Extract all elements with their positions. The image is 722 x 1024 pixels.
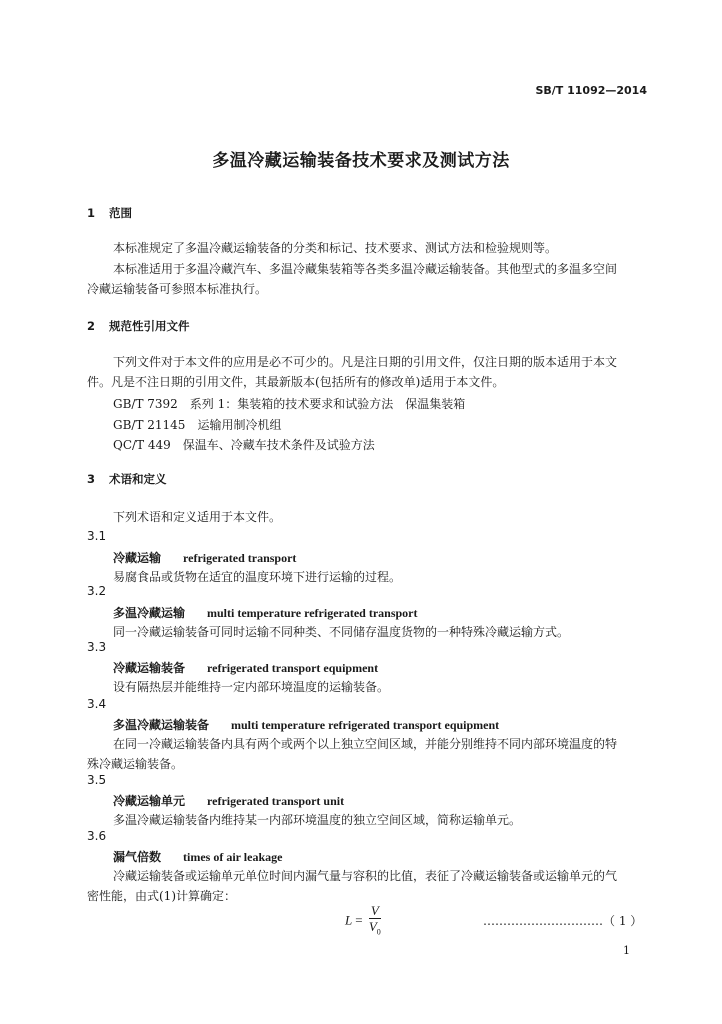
formula-denominator-subscript: 0 (376, 927, 381, 937)
clause-number: 3.5 (87, 773, 107, 787)
term-heading (113, 604, 418, 621)
section-title: 规范性引用文件 (109, 319, 190, 333)
standard-code: SB/T 11092—2014 (535, 84, 647, 97)
text-line: 下列文件对于本文件的应用是必不可少的。凡是注日期的引用文件，仅注日期的版本适用于本文 (113, 355, 618, 369)
formula-lhs: L (345, 912, 352, 928)
formula-fraction (369, 903, 381, 940)
term-en: refrigerated transport equipment (207, 661, 379, 675)
term-zh: 冷藏运输装备 (113, 661, 186, 675)
clause-number: 3.6 (87, 829, 107, 843)
section-number: 3 (87, 472, 96, 486)
term-en: times of air leakage (183, 850, 283, 864)
term-en: refrigerated transport unit (207, 794, 345, 808)
formula (345, 903, 381, 940)
reference-item: GB/T 7392 系列 1：集装箱的技术要求和试验方法 保温集装箱 (113, 397, 466, 411)
term-en: multi temperature refrigerated transport equipment (231, 718, 500, 732)
section-title: 术语和定义 (109, 472, 167, 486)
section-number: 1 (87, 206, 96, 220)
text-line: 件。凡是不注日期的引用文件，其最新版本(包括所有的修改单)适用于本文件。 (87, 375, 505, 389)
clause-number: 3.1 (87, 529, 107, 543)
document-title: 多温冷藏运输装备技术要求及测试方法 (212, 151, 510, 171)
term-en: multi temperature refrigerated transport (207, 606, 418, 620)
text-line: 冷藏运输装备可参照本标准执行。 (87, 282, 268, 296)
scope-paragraph-2 (87, 259, 649, 299)
term-definition: 多温冷藏运输装备内维持某一内部环境温度的独立空间区域，简称运输单元。 (113, 813, 522, 827)
term-definition: 易腐食品或货物在适宜的温度环境下进行运输的过程。 (113, 570, 402, 584)
term-heading (113, 549, 296, 566)
term-en: refrigerated transport (183, 551, 297, 565)
term-heading (113, 848, 282, 865)
text-line: 冷藏运输装备或运输单元单位时间内漏气量与容积的比值，表征了冷藏运输装备或运输单元的气 (113, 869, 618, 883)
section-heading-scope (87, 205, 132, 221)
formula-numerator: V (370, 903, 379, 918)
text-line: 在同一冷藏运输装备内具有两个或两个以上独立空间区域，并能分别维持不同内部环境温度的特 (113, 737, 618, 751)
section-title: 范围 (109, 206, 132, 220)
section-number: 2 (87, 319, 96, 333)
reference-item: QC/T 449 保温车、冷藏车技术条件及试验方法 (113, 438, 375, 452)
term-zh: 漏气倍数 (113, 850, 162, 864)
scope-paragraph-1 (87, 238, 649, 258)
equation-number: …………………………（ 1 ） (483, 914, 643, 928)
text-line: 密性能，由式(1)计算确定： (87, 889, 236, 903)
text-line: 本标准规定了多温冷藏运输装备的分类和标记、技术要求、测试方法和检验规则等。 (113, 241, 558, 255)
clause-number: 3.3 (87, 640, 107, 654)
section-heading-terms (87, 471, 167, 487)
clause-number: 3.4 (87, 697, 107, 711)
term-zh: 冷藏运输单元 (113, 794, 186, 808)
term-definition (87, 866, 649, 906)
term-heading (113, 659, 378, 676)
page-number: 1 (623, 944, 630, 957)
formula-denominator (369, 918, 381, 940)
clause-number: 3.2 (87, 584, 107, 598)
text-line: 本标准适用于多温冷藏汽车、多温冷藏集装箱等各类多温冷藏运输装备。其他型式的多温多空间 (113, 262, 618, 276)
references-intro (87, 352, 649, 392)
term-heading (113, 792, 344, 809)
terms-intro: 下列术语和定义适用于本文件。 (113, 510, 282, 524)
text-line: 殊冷藏运输装备。 (87, 757, 184, 771)
formula-equals: = (355, 912, 363, 928)
term-definition: 同一冷藏运输装备可同时运输不同种类、不同储存温度货物的一种特殊冷藏运输方式。 (113, 625, 570, 639)
term-heading (113, 716, 499, 733)
term-zh: 多温冷藏运输 (113, 606, 186, 620)
term-definition (87, 734, 649, 774)
term-zh: 冷藏运输 (113, 551, 162, 565)
reference-item: GB/T 21145 运输用制冷机组 (113, 418, 282, 432)
term-definition: 设有隔热层并能维持一定内部环境温度的运输装备。 (113, 680, 390, 694)
term-zh: 多温冷藏运输装备 (113, 718, 210, 732)
formula-denominator-var: V (368, 919, 377, 934)
section-heading-normative-references (87, 318, 190, 334)
